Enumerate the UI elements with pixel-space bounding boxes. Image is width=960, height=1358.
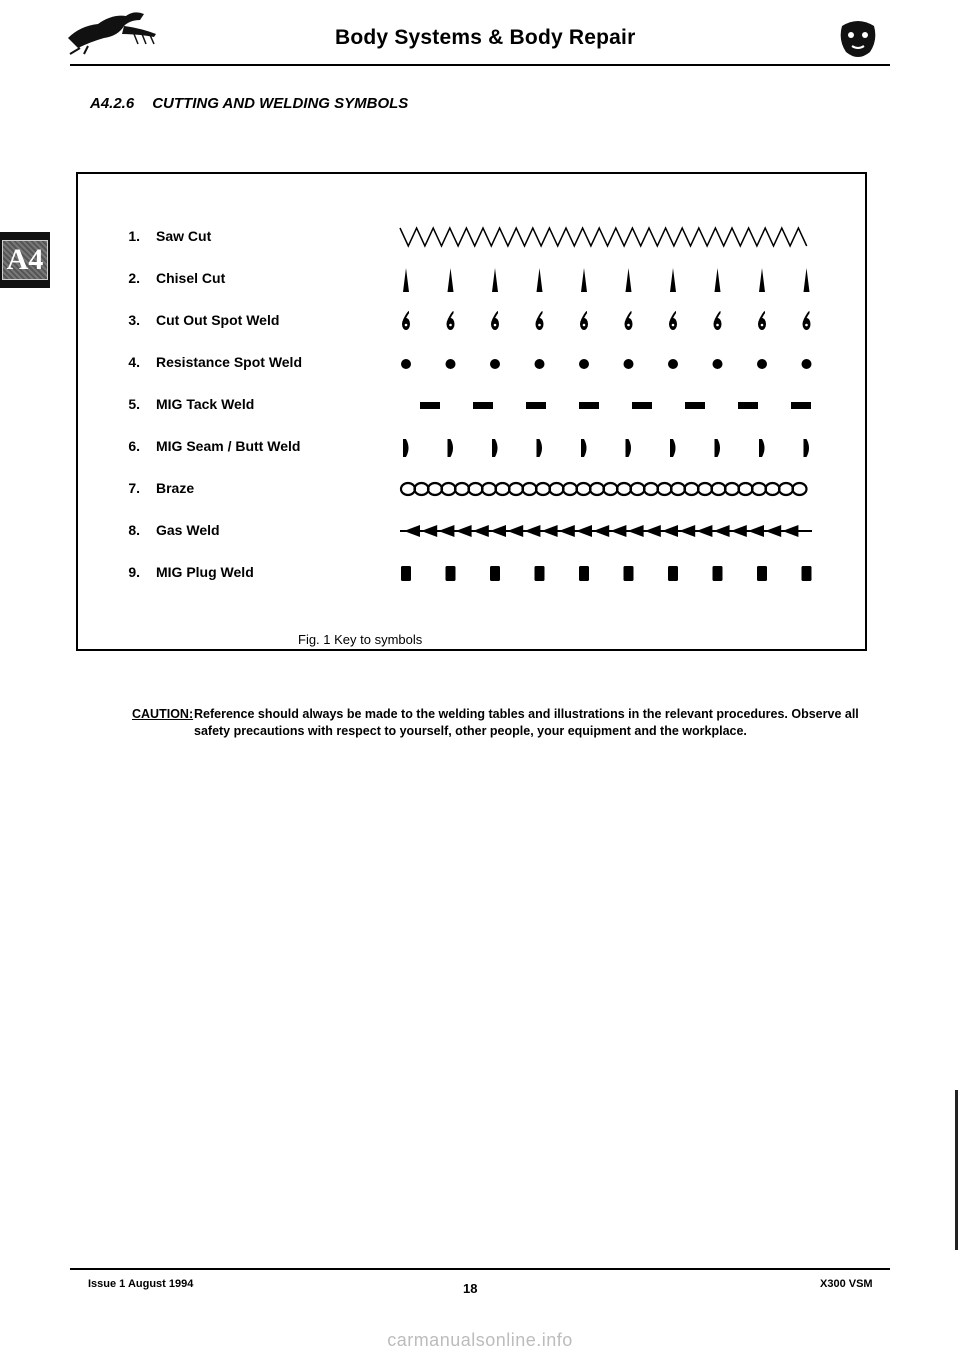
section-title-text: CUTTING AND WELDING SYMBOLS — [152, 95, 409, 112]
saw-cut-zigzag-icon — [396, 216, 816, 258]
chisel-mark — [492, 268, 498, 292]
gas-weld-arrowhead — [593, 525, 609, 537]
gas-weld-arrowhead — [456, 525, 472, 537]
plug-weld-mark — [490, 566, 500, 581]
braze-chain-icon — [396, 468, 816, 510]
symbol-row-mig-plug-weld — [78, 552, 869, 594]
seam-weld-mark — [537, 439, 543, 457]
gas-weld-arrowhead — [645, 525, 661, 537]
gas-weld-arrowheads-icon — [396, 510, 816, 552]
tack-weld-dash — [420, 402, 440, 409]
gas-weld-arrowhead — [542, 525, 558, 537]
braze-loop — [698, 483, 712, 495]
section-number: A4.2.6 — [90, 95, 135, 112]
braze-loop — [685, 483, 699, 495]
spot-weld-dot — [668, 359, 678, 369]
symbol-label: Resistance Spot Weld — [156, 354, 303, 370]
symbol-label: Chisel Cut — [156, 270, 226, 286]
braze-loop — [415, 483, 429, 495]
seam-weld-mark — [581, 439, 587, 457]
braze-loop — [563, 483, 577, 495]
plug-weld-mark — [401, 566, 411, 581]
cut-out-mark — [803, 312, 811, 330]
spot-weld-dot — [535, 359, 545, 369]
braze-loop — [401, 483, 415, 495]
braze-loop — [671, 483, 685, 495]
footer-manual: X300 VSM — [820, 1278, 873, 1290]
gas-weld-arrowhead — [524, 525, 540, 537]
braze-loop — [550, 483, 564, 495]
braze-loop — [469, 483, 483, 495]
jaguar-head-logo-icon — [836, 18, 880, 62]
symbol-number: 9. — [128, 564, 140, 580]
page-header — [0, 0, 960, 70]
braze-loop — [617, 483, 631, 495]
figure-caption-text: Fig. 1 Key to symbols — [298, 632, 423, 647]
cut-out-spot-weld-icon — [396, 300, 816, 342]
symbol-row-cut-out-spot-weld — [78, 300, 869, 342]
braze-loop — [496, 483, 510, 495]
chisel-cut-marks-icon — [396, 258, 816, 300]
cut-out-mark — [491, 312, 499, 330]
gas-weld-arrowhead — [679, 525, 695, 537]
spot-weld-dot — [802, 359, 812, 369]
spot-weld-dot — [713, 359, 723, 369]
braze-loop — [752, 483, 766, 495]
chisel-mark — [670, 268, 676, 292]
spot-weld-dot — [757, 359, 767, 369]
braze-loop — [509, 483, 523, 495]
margin-rule — [955, 1090, 958, 1250]
gas-weld-arrowhead — [559, 525, 575, 537]
caution-text: Reference should always be made to the welding tables and illustrations in the relevant procedures. Observe all safety precautions with respect to yourself, other people, your equipment and the workplace. — [194, 707, 859, 738]
braze-loop — [604, 483, 618, 495]
chisel-mark — [403, 268, 409, 292]
symbol-number: 2. — [128, 270, 140, 286]
braze-loop — [577, 483, 591, 495]
seam-weld-mark — [403, 439, 409, 457]
caution-label: CAUTION: — [132, 707, 194, 721]
seam-weld-mark — [626, 439, 632, 457]
plug-weld-mark — [757, 566, 767, 581]
footer-page-number: 18 — [463, 1281, 478, 1296]
chapter-tab-label: A4 — [2, 240, 49, 280]
seam-weld-mark — [715, 439, 721, 457]
cut-out-mark — [402, 312, 410, 330]
braze-loop — [455, 483, 469, 495]
tack-weld-dash — [526, 402, 546, 409]
symbol-number: 3. — [128, 312, 140, 328]
braze-loop — [523, 483, 537, 495]
plug-weld-mark — [579, 566, 589, 581]
plug-weld-mark — [446, 566, 456, 581]
header-rule — [70, 64, 890, 66]
chapter-tab — [0, 232, 50, 288]
braze-loop — [712, 483, 726, 495]
seam-weld-mark — [804, 439, 810, 457]
braze-loop — [644, 483, 658, 495]
symbol-number: 8. — [128, 522, 140, 538]
plug-weld-mark — [624, 566, 634, 581]
gas-weld-arrowhead — [610, 525, 626, 537]
gas-weld-arrowhead — [765, 525, 781, 537]
header-title: Body Systems & Body Repair — [335, 26, 636, 49]
mig-tack-weld-icon — [396, 384, 816, 426]
symbol-row-gas-weld — [78, 510, 869, 552]
gas-weld-arrowhead — [404, 525, 420, 537]
seam-weld-mark — [759, 439, 765, 457]
braze-loop — [766, 483, 780, 495]
seam-weld-mark — [492, 439, 498, 457]
cut-out-mark — [758, 312, 766, 330]
seam-weld-mark — [448, 439, 454, 457]
symbol-number: 6. — [128, 438, 140, 454]
spot-weld-dot — [401, 359, 411, 369]
tack-weld-dash — [738, 402, 758, 409]
cut-out-mark — [625, 312, 633, 330]
symbol-label: MIG Tack Weld — [156, 396, 255, 412]
symbol-label: Cut Out Spot Weld — [156, 312, 280, 328]
braze-loop — [793, 483, 807, 495]
symbol-key-figure — [76, 172, 867, 651]
tack-weld-dash — [685, 402, 705, 409]
symbol-row-braze — [78, 468, 869, 510]
gas-weld-arrowhead — [748, 525, 764, 537]
mig-plug-weld-icon — [396, 552, 816, 594]
gas-weld-arrowhead — [714, 525, 730, 537]
gas-weld-arrowhead — [490, 525, 506, 537]
watermark: carmanualsonline.info — [387, 1330, 573, 1350]
symbol-row-resistance-spot-weld — [78, 342, 869, 384]
symbol-number: 1. — [128, 228, 140, 244]
chisel-mark — [626, 268, 632, 292]
symbol-label: Gas Weld — [156, 522, 220, 538]
chisel-mark — [581, 268, 587, 292]
chisel-mark — [759, 268, 765, 292]
spot-weld-dot — [579, 359, 589, 369]
plug-weld-mark — [535, 566, 545, 581]
gas-weld-arrowhead — [438, 525, 454, 537]
tack-weld-dash — [579, 402, 599, 409]
chisel-mark — [715, 268, 721, 292]
section-title — [90, 95, 408, 112]
tack-weld-dash — [473, 402, 493, 409]
gas-weld-arrowhead — [782, 525, 798, 537]
symbol-row-mig-tack-weld — [78, 384, 869, 426]
braze-loop — [725, 483, 739, 495]
resistance-spot-weld-icon — [396, 342, 816, 384]
mig-seam-butt-weld-icon — [396, 426, 816, 468]
tack-weld-dash — [632, 402, 652, 409]
symbol-row-chisel-cut — [78, 258, 869, 300]
braze-loop — [631, 483, 645, 495]
spot-weld-dot — [446, 359, 456, 369]
gas-weld-arrowhead — [628, 525, 644, 537]
symbol-row-saw-cut — [78, 216, 869, 258]
gas-weld-arrowhead — [731, 525, 747, 537]
symbol-row-mig-seam-butt-weld — [78, 426, 869, 468]
cut-out-mark — [447, 312, 455, 330]
chisel-mark — [804, 268, 810, 292]
gas-weld-arrowhead — [662, 525, 678, 537]
seam-weld-mark — [670, 439, 676, 457]
gas-weld-arrowhead — [473, 525, 489, 537]
braze-loop — [482, 483, 496, 495]
braze-loop — [658, 483, 672, 495]
symbol-number: 7. — [128, 480, 140, 496]
cut-out-mark — [580, 312, 588, 330]
spot-weld-dot — [490, 359, 500, 369]
gas-weld-arrowhead — [421, 525, 437, 537]
braze-loop — [739, 483, 753, 495]
cut-out-mark — [536, 312, 544, 330]
braze-loop — [536, 483, 550, 495]
symbol-number: 4. — [128, 354, 140, 370]
braze-loop — [428, 483, 442, 495]
symbol-label: MIG Plug Weld — [156, 564, 254, 580]
gas-weld-arrowhead — [507, 525, 523, 537]
plug-weld-mark — [713, 566, 723, 581]
leaping-cat-logo-icon — [60, 4, 170, 56]
plug-weld-mark — [668, 566, 678, 581]
cut-out-mark — [714, 312, 722, 330]
gas-weld-arrowhead — [696, 525, 712, 537]
braze-loop — [442, 483, 456, 495]
footer-issue: Issue 1 August 1994 — [88, 1278, 194, 1290]
gas-weld-arrowhead — [576, 525, 592, 537]
spot-weld-dot — [624, 359, 634, 369]
symbol-label: Saw Cut — [156, 228, 212, 244]
footer-rule — [70, 1268, 890, 1270]
symbol-label: MIG Seam / Butt Weld — [156, 438, 301, 454]
cut-out-mark — [669, 312, 677, 330]
braze-loop — [590, 483, 604, 495]
tack-weld-dash — [791, 402, 811, 409]
chisel-mark — [537, 268, 543, 292]
symbol-number: 5. — [128, 396, 140, 412]
plug-weld-mark — [802, 566, 812, 581]
chisel-mark — [448, 268, 454, 292]
symbol-label: Braze — [156, 480, 195, 496]
braze-loop — [779, 483, 793, 495]
